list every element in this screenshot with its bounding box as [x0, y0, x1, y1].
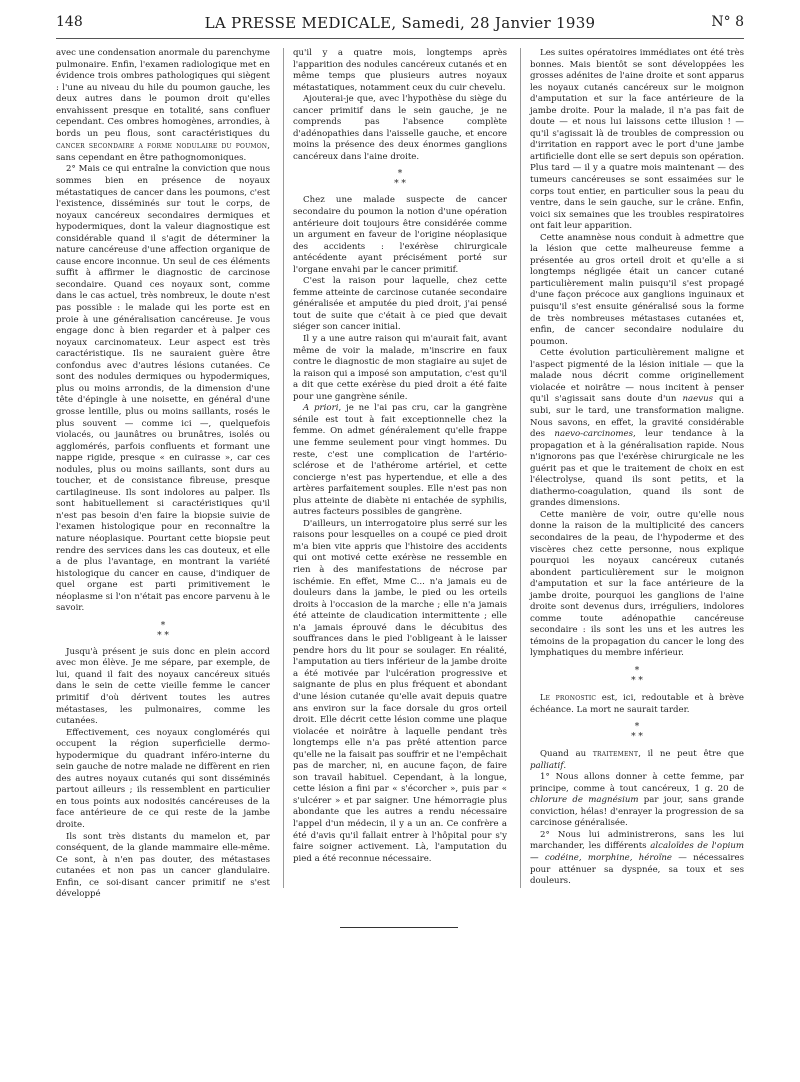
column-separator-1 — [283, 48, 284, 888]
section-stars: * * * — [157, 620, 169, 641]
header-rule — [56, 38, 744, 39]
paragraph: Le pronostic est, ici, redoutable et à brève échéance. La mort ne saurait tarder. — [530, 692, 744, 715]
paragraph: avec une condensation anormale du parenchyme pulmonaire. Enfin, l'examen radiologique met en évidence trois ombres pathologiques qui siègent : l'une au niveau du hile du poumon gauche, les deux autres dans le poumon droit qu'elles envahissent presque en totalité, sans confluer cependant. Ces ombres homogènes, arrondies, à bords un peu flous, sont caractéristiques du cancer secondaire a forme nodulaire du poumon, sans cependant en être pathognomoniques. — [56, 48, 270, 163]
paragraph: Effectivement, ces noyaux conglomérés qui occupent la région superficielle dermo-hypodermique du quadrant inféro-interne du sein gauche de notre malade ne diffèrent en rien des autres noyaux cutanés qui sont disséminés partout ailleurs ; ils ressemblent en particulier en tous points aux nodosités cancéreuses de la face antérieure de ce qui reste de la jambe droite. — [56, 727, 270, 830]
paragraph: Ils sont très distants du mamelon et, par conséquent, de la glande mammaire elle-même. Ce sont, à n'en pas douter, des métastases cutanées et non pas un cancer glandulaire. Enfin, ce soi-disant cancer primitif ne s'est développé — [56, 831, 270, 900]
page-header — [56, 14, 744, 36]
end-rule — [340, 927, 458, 928]
paragraph: Cette évolution particulièrement maligne et l'aspect pigmenté de la lésion initiale — que la malade nous décrit comme originellement violacée et noirâtre — nous incitent à penser qu'il s'agissait sans doute d'un naevus qui a subi, sur le tard, une transformation maligne. Nous savons, en effet, la gravité considérable des naevo-carcinomes, leur tendance à la propagation et à la généralisation rapide. Nous n'ignorons pas que l'exérèse chirurgicale ne les guérit pas et que le traitement de choix en est l'électrolyse, quand ils sont petits, et la diathermo-coagulation, quand ils sont de grandes dimensions. — [530, 348, 744, 509]
paragraph: Cette manière de voir, outre qu'elle nous donne la raison de la multiplicité des cancers secondaires de la peau, de l'hypoderme et des viscères chez cette personne, nous explique pourquoi les noyaux cancéreux cutanés abondent particulièrement sur le moignon d'amputation et sur la face antérieure de la jambe droite, pourquoi les ganglions de l'aine droite sont devenus durs, irréguliers, indolores comme toute adénopathie cancéreuse secondaire : ils sont les uns et les autres les témoins de la propagation du cancer le long des lymphatiques du membre inférieur. — [530, 509, 744, 659]
paragraph: Quand au traitement, il ne peut être que palliatif. — [530, 749, 744, 771]
column-2 — [293, 48, 507, 865]
paragraph: Jusqu'à présent je suis donc en plein accord avec mon élève. Je me sépare, par exemple, de lui, quand il fait des noyaux cancéreux situés dans le sein de cette vieille femme le cancer primitif d'où dérivent toutes les autres métastases, les pulmonaires, comme les cutanées. — [56, 646, 270, 727]
paragraph: Ajouterai-je que, avec l'hypothèse du siège du cancer primitif dans le sein gauche, je ne comprends pas l'absence complète d'adénopathies dans l'aisselle gauche, et encore moins la présence des deux énormes ganglions cancéreux dans l'aine droite. — [293, 94, 507, 162]
page-number: 148 — [56, 14, 83, 30]
journal-title: LA PRESSE MEDICALE, Samedi, 28 Janvier 1939 — [204, 14, 596, 32]
section-stars: * * * — [394, 169, 406, 190]
column-separator-2 — [520, 48, 521, 888]
paragraph: A priori, je ne l'ai pas cru, car la gangrène sénile est tout à fait exceptionnelle chez la femme. On admet généralement qu'elle frappe une femme seulement pour vingt hommes. Du reste, c'est une complication de l'artério-sclérose et de l'athérome artériel, et cette concierge n'est pas hypertendue, et elle a des artères parfaitement souples. Elle n'est pas non plus atteinte de diabète ni entachée de syphilis, autres facteurs possibles de gangrène. — [293, 403, 507, 518]
paragraph: Il y a une autre raison qui m'aurait fait, avant même de voir la malade, m'inscrire en faux contre le diagnostic de mon stagiaire au sujet de la raison qui a imposé son amputation, c'est qu'il a dit que cette exérèse du pied droit a été faite pour une gangrène sénile. — [293, 334, 507, 402]
paragraph: qu'il y a quatre mois, longtemps après l'apparition des nodules cancéreux cutanés et en même temps que plusieurs autres noyaux métastatiques, notamment ceux du cuir chevelu. — [293, 48, 507, 93]
paragraph: Cette anamnèse nous conduit à admettre que la lésion que cette malheureuse femme a présentée au gros orteil droit et qu'elle a si longtemps négligée était un cancer cutané particulièrement malin puisqu'il s'est propagé d'une façon précoce aux ganglions inguinaux et puisqu'il s'est ensuite généralisé sous la forme de très nombreuses métastases cutanées et, enfin, de cancer secondaire nodulaire du poumon. — [530, 232, 744, 347]
paragraph: 2° Nous lui administrerons, sans les lui marchander, les différents alcaloïdes de l'opium — codéine, morphine, héroïne — nécessaires pour atténuer sa dyspnée, sa toux et ses douleurs. — [530, 829, 745, 887]
issue-number: N° 8 — [711, 14, 744, 30]
section-stars: * * * — [631, 665, 643, 686]
column-1 — [56, 48, 270, 901]
paragraph: C'est la raison pour laquelle, chez cette femme atteinte de carcinose cutanée secondaire généralisée et amputée du pied droit, j'ai pensé tout de suite que c'était à ce pied que devait siéger son cancer initial. — [293, 276, 507, 333]
paragraph: 1° Nous allons donner à cette femme, par principe, comme à tout cancéreux, 1 g. 20 de chlorure de magnésium par jour, sans grande conviction, hélas! d'enrayer la progression de sa carcinose généralisée. — [530, 772, 744, 829]
section-stars: * * * — [631, 722, 643, 743]
paragraph: D'ailleurs, un interrogatoire plus serré sur les raisons pour lesquelles on a coupé ce pied droit m'a bien vite appris que l'histoire des accidents qui ont motivé cette exérèse ne ressemble en rien à des manifestations de nécrose par ischémie. En effet, Mme C... n'a jamais eu de douleurs dans la jambe, le pied ou les orteils droits à l'occasion de la marche ; elle n'a jamais été atteinte de claudication intermittente ; elle n'a jamais éprouvé dans le décubitus des souffrances dans le pied l'obligeant à le laisser pendre hors du lit pour se soulager. En réalité, l'amputation au tiers inférieur de la jambe droite a été motivée par l'ulcération progressive et saignante de plus en plus fréquent et abondant d'une lésion cutanée qu'elle avait depuis quatre ans environ sur la face dorsale du gros orteil droit. Elle décrit cette lésion comme une plaque violacée et noirâtre à laquelle pendant très longtemps elle n'a pas prêté attention parce qu'elle ne la faisait pas souffrir et ne l'empêchait pas de marcher, ni, en aucune façon, de faire son travail habituel. Cependant, à la longue, cette lésion a fini par « s'écorcher », puis par « s'ulcérer » et par saigner. Une hémorragie plus abondante que les autres a rendu nécessaire l'appel d'un médecin, il y a un an. Ce confrère a été d'avis qu'il fallait entrer à l'hôpital pour s'y faire soigner activement. Là, l'amputation du pied a été reconnue nécessaire. — [293, 518, 507, 864]
paragraph: Les suites opératoires immédiates ont été très bonnes. Mais bientôt se sont développées les grosses adénites de l'aine droite et sont apparus les noyaux cutanés cancéreux sur le moignon d'amputation et sur la face antérieure de la jambe droite. Pour la malade, il n'a pas fait de doute — et nous lui laissons cette illusion ! — qu'il s'agissait là de troubles de compression ou d'irritation en rapport avec le port d'une jambe artificielle dont elle se sert depuis son opération. Plus tard — il y a quatre mois maintenant — des tumeurs cancéreuses se sont essaimées sur le corps tout entier, en particulier sous la peau du ventre, dans le sein gauche, sur le crâne. Enfin, voici six semaines que les troubles respiratoires ont fait leur apparition. — [530, 48, 744, 232]
column-3 — [530, 48, 744, 888]
paragraph: 2° Mais ce qui entraîne la conviction que nous sommes bien en présence de noyaux métastatiques de cancer dans les poumons, c'est l'existence, disséminés sur tout le corps, de noyaux cancéreux secondaires dermiques et hypodermiques, dont la valeur diagnostique est considérable quand il s'agit de déterminer la nature cancéreuse d'une affection organique de cause encore inconnue. Un seul de ces éléments suffit à affirmer le diagnostic de carcinose secondaire. Quand ces noyaux sont, comme dans le cas actuel, très nombreux, le doute n'est pas possible : le malade qui les porte est en proie à une généralisation cancéreuse. Je vous engage donc à bien regarder et à palper ces noyaux carcinomateux. Leur aspect est très caractéristique. Ils ne sauraient guère être confondus avec d'autres lésions cutanées. Ce sont des nodules dermiques ou hypodermiques, plus ou moins arrondis, de la dimension d'une tête d'épingle à une noisette, en général d'une grosse lentille, plus ou moins saillants, rosés le plus souvent — comme ici —, quelquefois violacés, ou jaunâtres ou brunâtres, isolés ou agglomérés, parfois confluents et formant une nappe rigide, presque « en cuirasse », car ces nodules, plus ou moins saillants, sont durs au toucher, et de consistance fibreuse, presque cartilagineuse. Ils sont indolores au palper. Ils sont habituellement si caractéristiques qu'il n'est pas besoin d'en faire la biopsie suivie de l'examen histologique pour en reconnaître la nature néoplasique. Pourtant cette biopsie peut rendre des services dans les cas douteux, et elle a de plus l'avantage, en montrant la variété histologique du cancer en cause, d'indiquer de quel organe est parti primitivement le néoplasme si l'on n'était pas encore parvenu à le savoir. — [56, 164, 270, 614]
paragraph: Chez une malade suspecte de cancer secondaire du poumon la notion d'une opération antérieure doit toujours être considérée comme un argument en faveur de l'origine néoplasique des accidents : l'exérèse chirurgicale antécédente ayant précisément porté sur l'organe envahi par le cancer primitif. — [293, 195, 507, 275]
